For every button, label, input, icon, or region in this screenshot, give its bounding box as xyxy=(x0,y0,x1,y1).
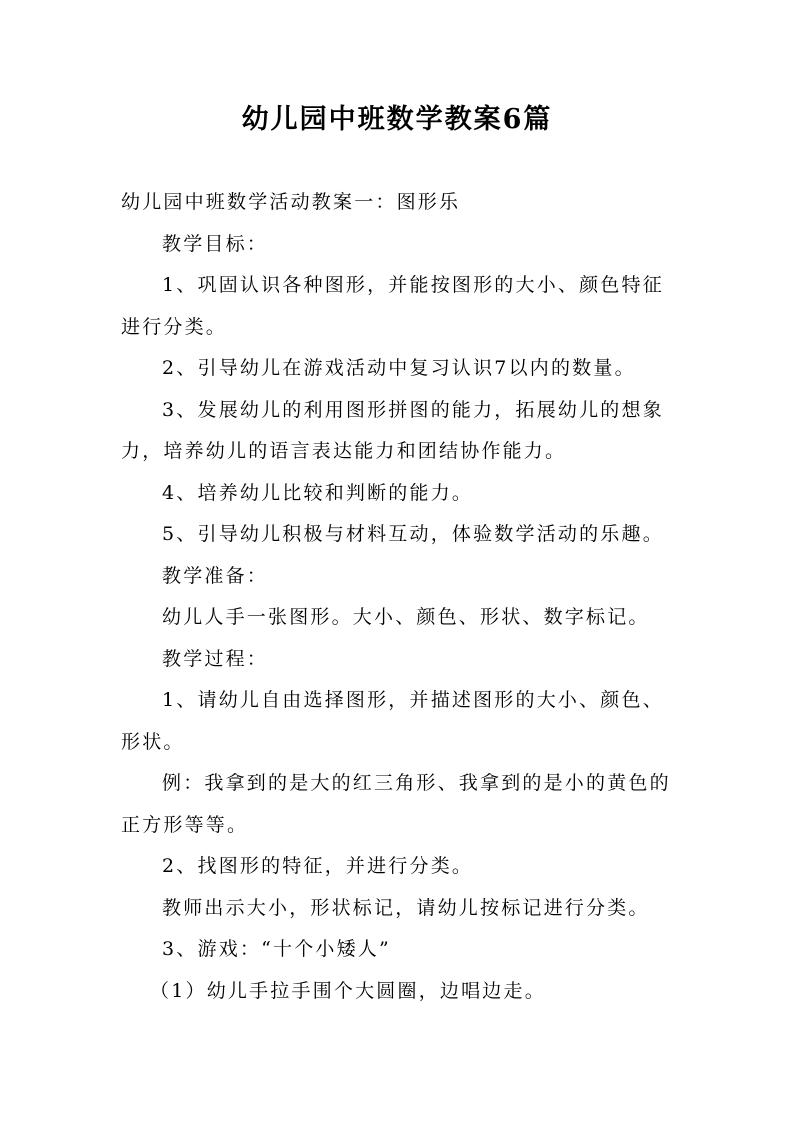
subheading-process: 教学过程： xyxy=(162,648,269,670)
paragraph-line: 正方形等等。 xyxy=(121,814,249,836)
paragraph-line: 1、请幼儿自由选择图形，并描述图形的大小、颜色、 xyxy=(162,689,664,711)
paragraph-line: （1）幼儿手拉手围个大圆圈，边唱边走。 xyxy=(150,980,546,1002)
paragraph-line: 形状。 xyxy=(121,731,185,753)
subheading-preparation: 教学准备： xyxy=(162,565,269,587)
paragraph-line: 3、游戏：“十个小矮人” xyxy=(162,938,391,960)
paragraph-line: 进行分类。 xyxy=(121,316,228,338)
paragraph-line: 2、引导幼儿在游戏活动中复习认识7以内的数量。 xyxy=(162,357,636,379)
paragraph-line: 幼儿人手一张图形。大小、颜色、形状、数字标记。 xyxy=(162,606,650,628)
paragraph-line: 4、培养幼儿比较和判断的能力。 xyxy=(162,482,474,504)
paragraph-line: 2、找图形的特征，并进行分类。 xyxy=(162,855,474,877)
paragraph-line: 教师出示大小，形状标记，请幼儿按标记进行分类。 xyxy=(162,897,650,919)
paragraph-line: 例：我拿到的是大的红三角形、我拿到的是小的黄色的 xyxy=(162,772,671,794)
paragraph-line: 5、引导幼儿积极与材料互动，体验数学活动的乐趣。 xyxy=(162,523,664,545)
section-heading: 幼儿园中班数学活动教案一：图形乐 xyxy=(121,191,461,213)
paragraph-line: 1、巩固认识各种图形，并能按图形的大小、颜色特征 xyxy=(162,274,664,296)
paragraph-line: 力，培养幼儿的语言表达能力和团结协作能力。 xyxy=(121,440,567,462)
paragraph-line: 3、发展幼儿的利用图形拼图的能力，拓展幼儿的想象 xyxy=(162,399,664,421)
subheading-goals: 教学目标： xyxy=(162,233,269,255)
document-title: 幼儿园中班数学教案6篇 xyxy=(241,104,553,135)
